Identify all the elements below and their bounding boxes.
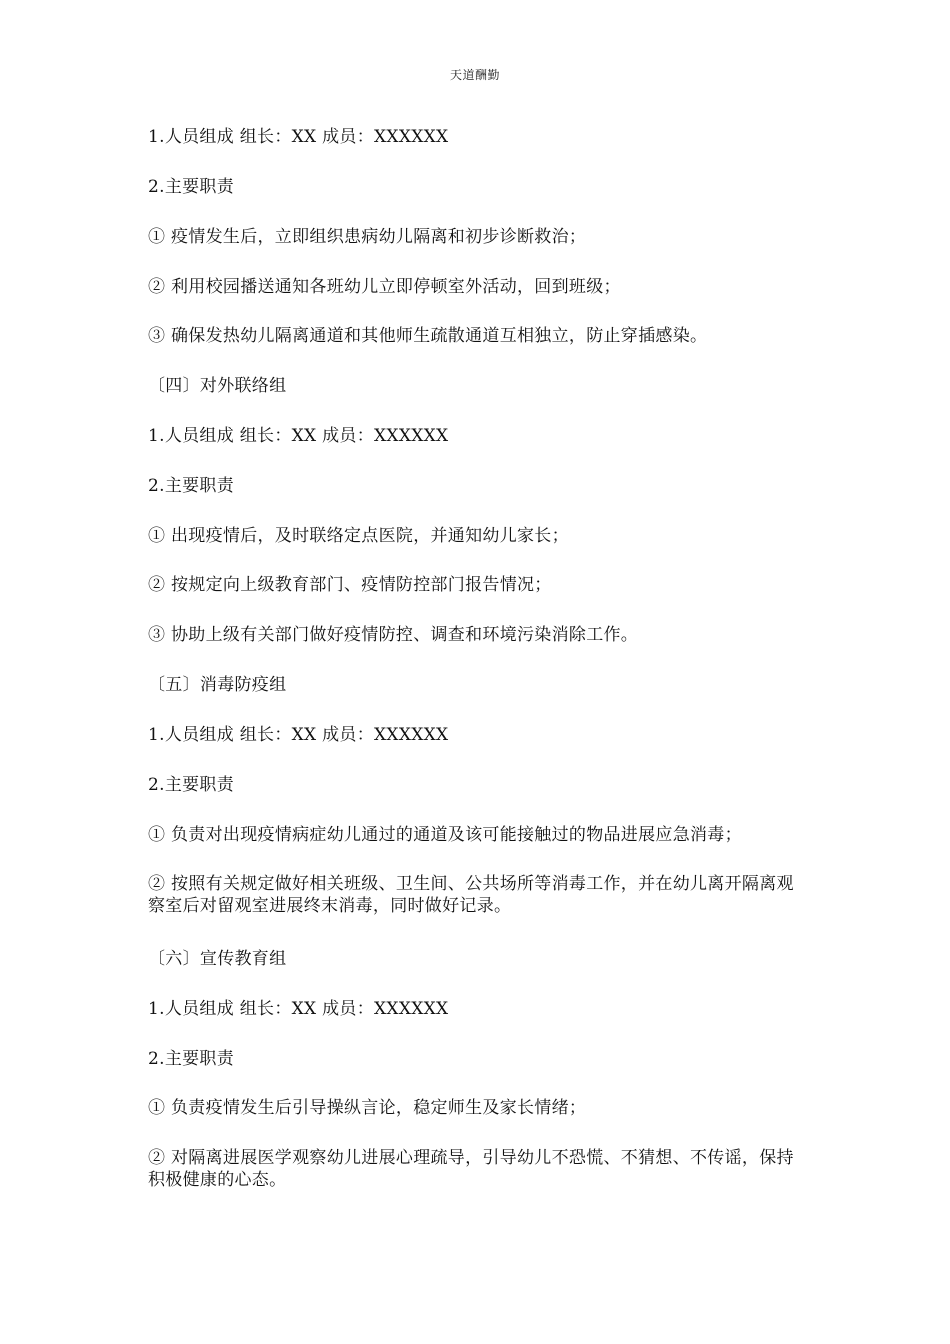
section-heading-liaison: 〔四〕对外联络组 — [148, 376, 287, 396]
paragraph-duties-heading-2: 2.主要职责 — [148, 476, 235, 496]
paragraph-duty-item: ② 按规定向上级教育部门、疫情防控部门报告情况； — [148, 575, 552, 595]
section-heading-disinfection: 〔五〕消毒防疫组 — [148, 675, 287, 695]
paragraph-duties-heading-3: 2.主要职责 — [148, 775, 235, 795]
paragraph-personnel-1: 1.人员组成 组长：XX 成员：XXXXXX — [148, 127, 449, 147]
paragraph-duty-item: ① 出现疫情后，及时联络定点医院，并通知幼儿家长； — [148, 526, 569, 546]
paragraph-personnel-2: 1.人员组成 组长：XX 成员：XXXXXX — [148, 426, 449, 446]
paragraph-personnel-3: 1.人员组成 组长：XX 成员：XXXXXX — [148, 725, 449, 745]
section-heading-publicity: 〔六〕宣传教育组 — [148, 949, 287, 969]
paragraph-duty-item: ② 利用校园播送通知各班幼儿立即停顿室外活动，回到班级； — [148, 277, 621, 297]
paragraph-duties-heading-4: 2.主要职责 — [148, 1049, 235, 1069]
paragraph-duty-item: ② 按照有关规定做好相关班级、卫生间、公共场所等消毒工作，并在幼儿离开隔离观察室后对留观室进展终末消毒，同时做好记录。 — [148, 874, 794, 916]
paragraph-duty-item: ① 疫情发生后，立即组织患病幼儿隔离和初步诊断救治； — [148, 227, 587, 247]
page-header: 天道酬勤 — [449, 68, 500, 82]
paragraph-duties-heading-1: 2.主要职责 — [148, 177, 235, 197]
paragraph-duty-item: ③ 协助上级有关部门做好疫情防控、调查和环境污染消除工作。 — [148, 625, 639, 645]
paragraph-duty-item: ① 负责疫情发生后引导操纵言论，稳定师生及家长情绪； — [148, 1098, 587, 1118]
paragraph-duty-item: ① 负责对出现疫情病症幼儿通过的通道及该可能接触过的物品进展应急消毒； — [148, 825, 742, 845]
paragraph-personnel-4: 1.人员组成 组长：XX 成员：XXXXXX — [148, 999, 449, 1019]
paragraph-duty-item: ③ 确保发热幼儿隔离通道和其他师生疏散通道互相独立，防止穿插感染。 — [148, 326, 708, 346]
paragraph-duty-item: ② 对隔离进展医学观察幼儿进展心理疏导，引导幼儿不恐慌、不猜想、不传谣，保持积极健康的心态。 — [148, 1148, 794, 1190]
